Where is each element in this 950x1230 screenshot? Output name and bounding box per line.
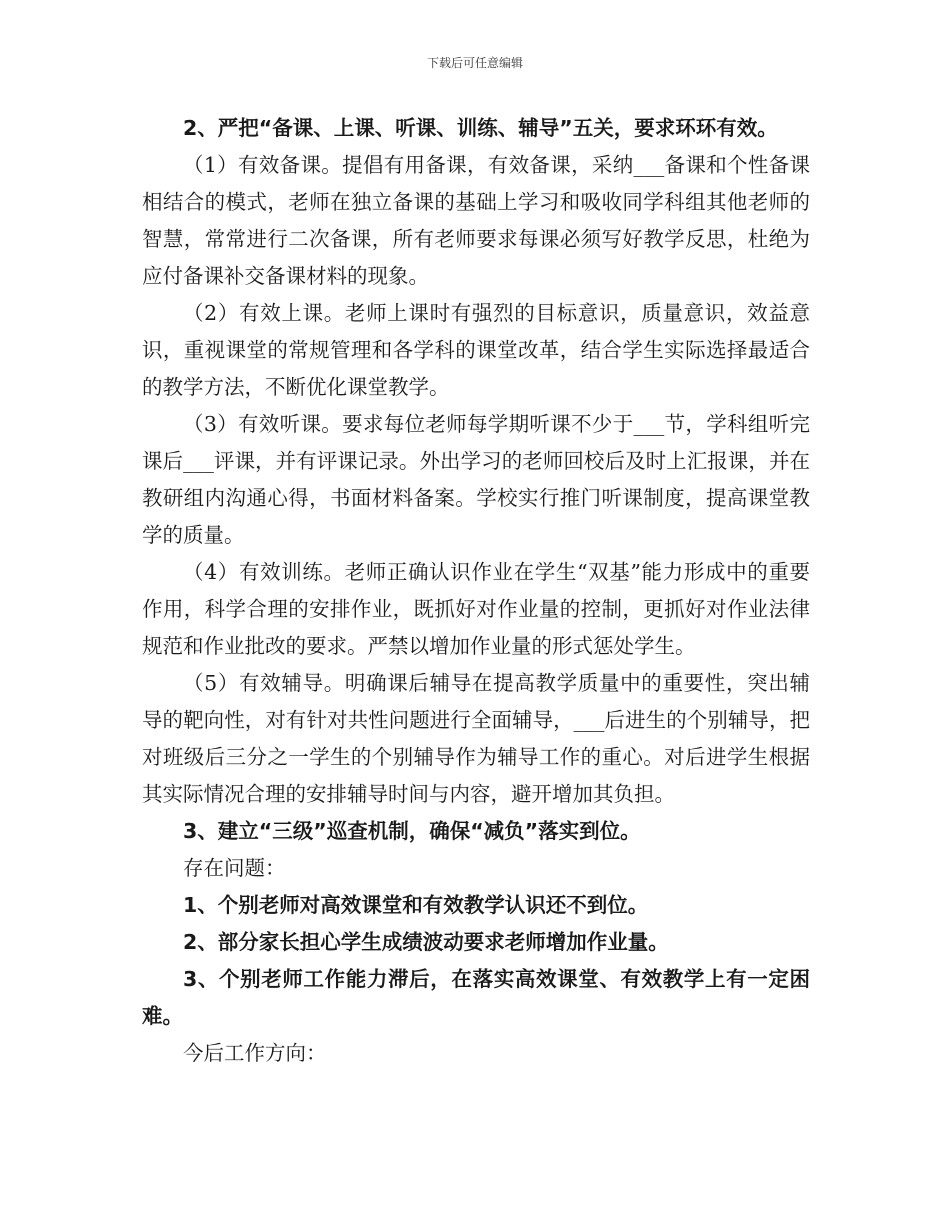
page-header-note: 下载后可任意编辑 bbox=[426, 56, 523, 70]
problem-item-2: 2、部分家长担心学生成绩波动要求老师增加作业量。 bbox=[183, 930, 669, 954]
future-direction-heading: 今后工作方向： bbox=[183, 1041, 327, 1065]
paragraph-effective-lesson-prep: （1）有效备课。提倡有用备课，有效备课，采纳___备课和个性备课相结合的模式，老师在独立备课的基础上学习和吸收同学科组其他老师的智慧，常常进行二次备课，所有老师要求每课必须写好教学反思，杜绝为应付备课补交备课材料的现象。 bbox=[142, 153, 810, 288]
paragraph-effective-training: （4）有效训练。老师正确认识作业在学生“双基”能力形成中的重要作用，科学合理的安排作业，既抓好对作业量的控制，更抓好对作业法律规范和作业批改的要求。严禁以增加作业量的形式惩处学生。 bbox=[142, 560, 810, 658]
section-heading-3: 3、建立“三级”巡查机制，确保“减负”落实到位。 bbox=[183, 819, 641, 843]
paragraph-effective-teaching: （2）有效上课。老师上课时有强烈的目标意识，质量意识，效益意识，重视课堂的常规管理和各学科的课堂改革，结合学生实际选择最适合的教学方法，不断优化课堂教学。 bbox=[142, 301, 810, 399]
existing-problems-heading: 存在问题： bbox=[183, 856, 286, 880]
paragraph-effective-tutoring: （5）有效辅导。明确课后辅导在提高教学质量中的重要性，突出辅导的靶向性，对有针对共性问题进行全面辅导，___后进生的个别辅导，把对班级后三分之一学生的个别辅导作为辅导工作的重心。对后进学生根据其实际情况合理的安排辅导时间与内容，避开增加其负担。 bbox=[142, 671, 810, 806]
document-body bbox=[142, 110, 810, 1072]
problem-item-3: 3、个别老师工作能力滞后，在落实高效课堂、有效教学上有一定困难。 bbox=[142, 967, 810, 1028]
paragraph-effective-observation: （3）有效听课。要求每位老师每学期听课不少于___节，学科组听完课后___评课，并有评课记录。外出学习的老师回校后及时上汇报课，并在教研组内沟通心得，书面材料备案。学校实行推门听课制度，提高课堂教学的质量。 bbox=[142, 412, 810, 547]
section-heading-2: 2、严把“备课、上课、听课、训练、辅导”五关，要求环环有效。 bbox=[183, 116, 778, 140]
problem-item-1: 1、个别老师对高效课堂和有效教学认识还不到位。 bbox=[183, 893, 649, 917]
